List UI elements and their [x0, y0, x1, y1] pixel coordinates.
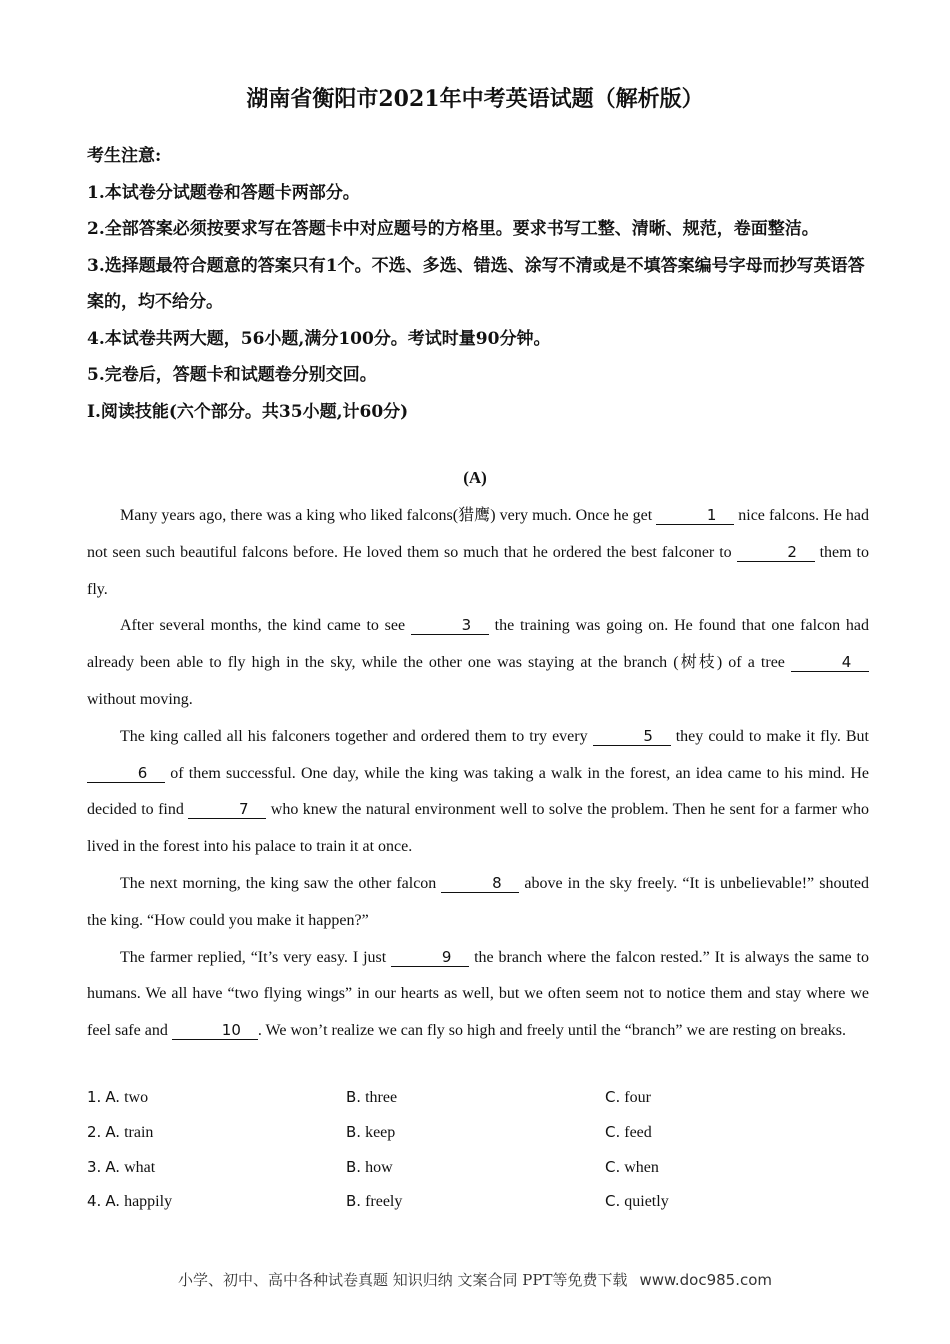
option-text: how: [365, 1158, 393, 1176]
paragraph-text: The farmer replied, “It’s very easy. I just: [120, 948, 392, 966]
option-text: four: [624, 1089, 651, 1106]
notes-heading: 考生注意:: [87, 146, 162, 166]
paragraph-text: the training was going on. He found that one falcon had already been able to fly high in the sky, while the other one was staying at the branch (树枝) of a tree: [87, 617, 870, 672]
paragraph-text: The king called all his falconers together and ordered them to try every: [120, 727, 593, 745]
option-a: [87, 1158, 155, 1177]
question-number: 2.: [87, 1122, 102, 1141]
paragraph-4: [87, 866, 869, 940]
paragraph-2: [87, 608, 869, 718]
option-b: [346, 1158, 393, 1177]
paragraph-text: they could to make it fly. But: [670, 727, 869, 745]
question-3-options: [87, 1154, 887, 1189]
option-letter: A.: [105, 1157, 121, 1176]
option-letter: B.: [346, 1122, 362, 1141]
paragraph-text: above in the sky freely. “It is unbelievable!” shouted the king. “How could you make it happen?”: [87, 874, 869, 929]
option-letter: A.: [105, 1192, 121, 1211]
option-letter: C.: [605, 1192, 621, 1211]
paragraph-text: Many years ago, there was a king who liked falcons(猎鹰) very much. Once he get: [120, 507, 657, 524]
page-footer: [0, 1269, 950, 1290]
option-letter: A.: [105, 1122, 121, 1141]
option-b: [346, 1123, 395, 1142]
option-c: [605, 1088, 651, 1107]
paragraph-text: nice falcons. He had not seen such beautiful falcons before. He loved them so much that he ordered the best falconer to: [87, 507, 869, 561]
blank-10: 10: [172, 1021, 258, 1040]
option-text: quietly: [624, 1193, 669, 1211]
note-line-1: 1.本试卷分试题卷和答题卡两部分。: [87, 182, 360, 203]
option-text: train: [124, 1123, 154, 1141]
blank-6: 6: [87, 764, 165, 783]
blank-7: 7: [188, 800, 266, 819]
option-letter: C.: [605, 1122, 621, 1141]
note-line-5: 5.完卷后，答题卡和试题卷分别交回。: [87, 365, 377, 385]
answer-options: [87, 1084, 887, 1223]
option-letter: C.: [605, 1088, 621, 1106]
question-1-options: [87, 1084, 887, 1119]
option-text: two: [124, 1089, 149, 1106]
option-text: three: [365, 1089, 398, 1106]
option-c: [605, 1192, 669, 1211]
note-line-3: 3.选择题最符合题意的答案只有1个。不选、多选、错选、涂写不清或是不填答案编号字母而抄写英语答案的，均不给分。: [87, 255, 865, 312]
paragraph-text: of them successful. One day, while the king was taking a walk in the forest, an idea came to his mind. He decided to find: [87, 764, 869, 819]
blank-4: 4: [791, 653, 869, 672]
question-number: 1.: [87, 1088, 102, 1106]
blank-2: 2: [737, 543, 815, 562]
option-text: freely: [365, 1193, 403, 1211]
blank-3: 3: [411, 616, 489, 635]
option-letter: B.: [346, 1088, 362, 1106]
footer-text: 小学、初中、高中各种试卷真题 知识归纳 文案合同 PPT等免费下载: [177, 1271, 628, 1289]
paragraph-3: [87, 719, 869, 866]
footer-url: www.doc985.com: [639, 1271, 773, 1289]
paragraph-text: . We won’t realize we can fly so high and freely until the “branch” we are resting on breaks.: [257, 1022, 846, 1040]
paragraph-text: the branch where the falcon rested.” It is always the same to humans. We all have “two flying wings” in our hearts as well, but we often seem not to notice them and stay where we feel safe and: [87, 948, 869, 1040]
option-c: [605, 1123, 652, 1142]
option-c: [605, 1158, 659, 1177]
question-4-options: [87, 1188, 887, 1223]
paragraph-text: The next morning, the king saw the other falcon: [120, 874, 442, 892]
blank-1: 1: [656, 506, 734, 525]
option-a: [87, 1088, 148, 1107]
paragraph-text: After several months, the kind came to see: [120, 617, 411, 635]
paragraph-5: [87, 940, 869, 1050]
option-b: [346, 1088, 397, 1107]
note-line-4: 4.本试卷共两大题，56小题,满分100分。考试时量90分钟。: [87, 328, 551, 349]
paragraph-1: [87, 498, 869, 608]
paragraph-text: them to fly.: [87, 543, 869, 598]
option-text: keep: [365, 1123, 396, 1141]
option-letter: C.: [605, 1157, 621, 1176]
document-title: 湖南省衡阳市2021年中考英语试题（解析版）: [246, 86, 704, 112]
blank-9: 9: [391, 948, 469, 967]
option-text: feed: [624, 1123, 652, 1141]
part-a-label: (A): [463, 468, 487, 487]
paragraph-text: who knew the natural environment well to solve the problem. Then he sent for a farmer who lived in the forest into his palace to train it at once.: [87, 801, 869, 856]
option-b: [346, 1192, 402, 1211]
question-number: 4.: [87, 1192, 102, 1211]
exam-notes: [87, 138, 867, 430]
paragraph-text: without moving.: [87, 690, 193, 708]
blank-8: 8: [441, 874, 519, 893]
section-heading: I.阅读技能(六个部分。共35小题,计60分): [87, 401, 409, 422]
option-text: what: [124, 1158, 156, 1176]
option-letter: B.: [346, 1157, 362, 1176]
question-number: 3.: [87, 1157, 102, 1176]
cloze-passage: [87, 498, 869, 1050]
option-a: [87, 1192, 172, 1211]
option-letter: A.: [105, 1088, 121, 1106]
note-line-2: 2.全部答案必须按要求写在答题卡中对应题号的方格里。要求书写工整、清晰、规范，卷面整洁。: [87, 219, 819, 239]
question-2-options: [87, 1119, 887, 1154]
option-letter: B.: [346, 1192, 362, 1211]
option-a: [87, 1123, 153, 1142]
option-text: happily: [124, 1193, 173, 1211]
option-text: when: [624, 1158, 659, 1176]
blank-5: 5: [593, 727, 671, 746]
